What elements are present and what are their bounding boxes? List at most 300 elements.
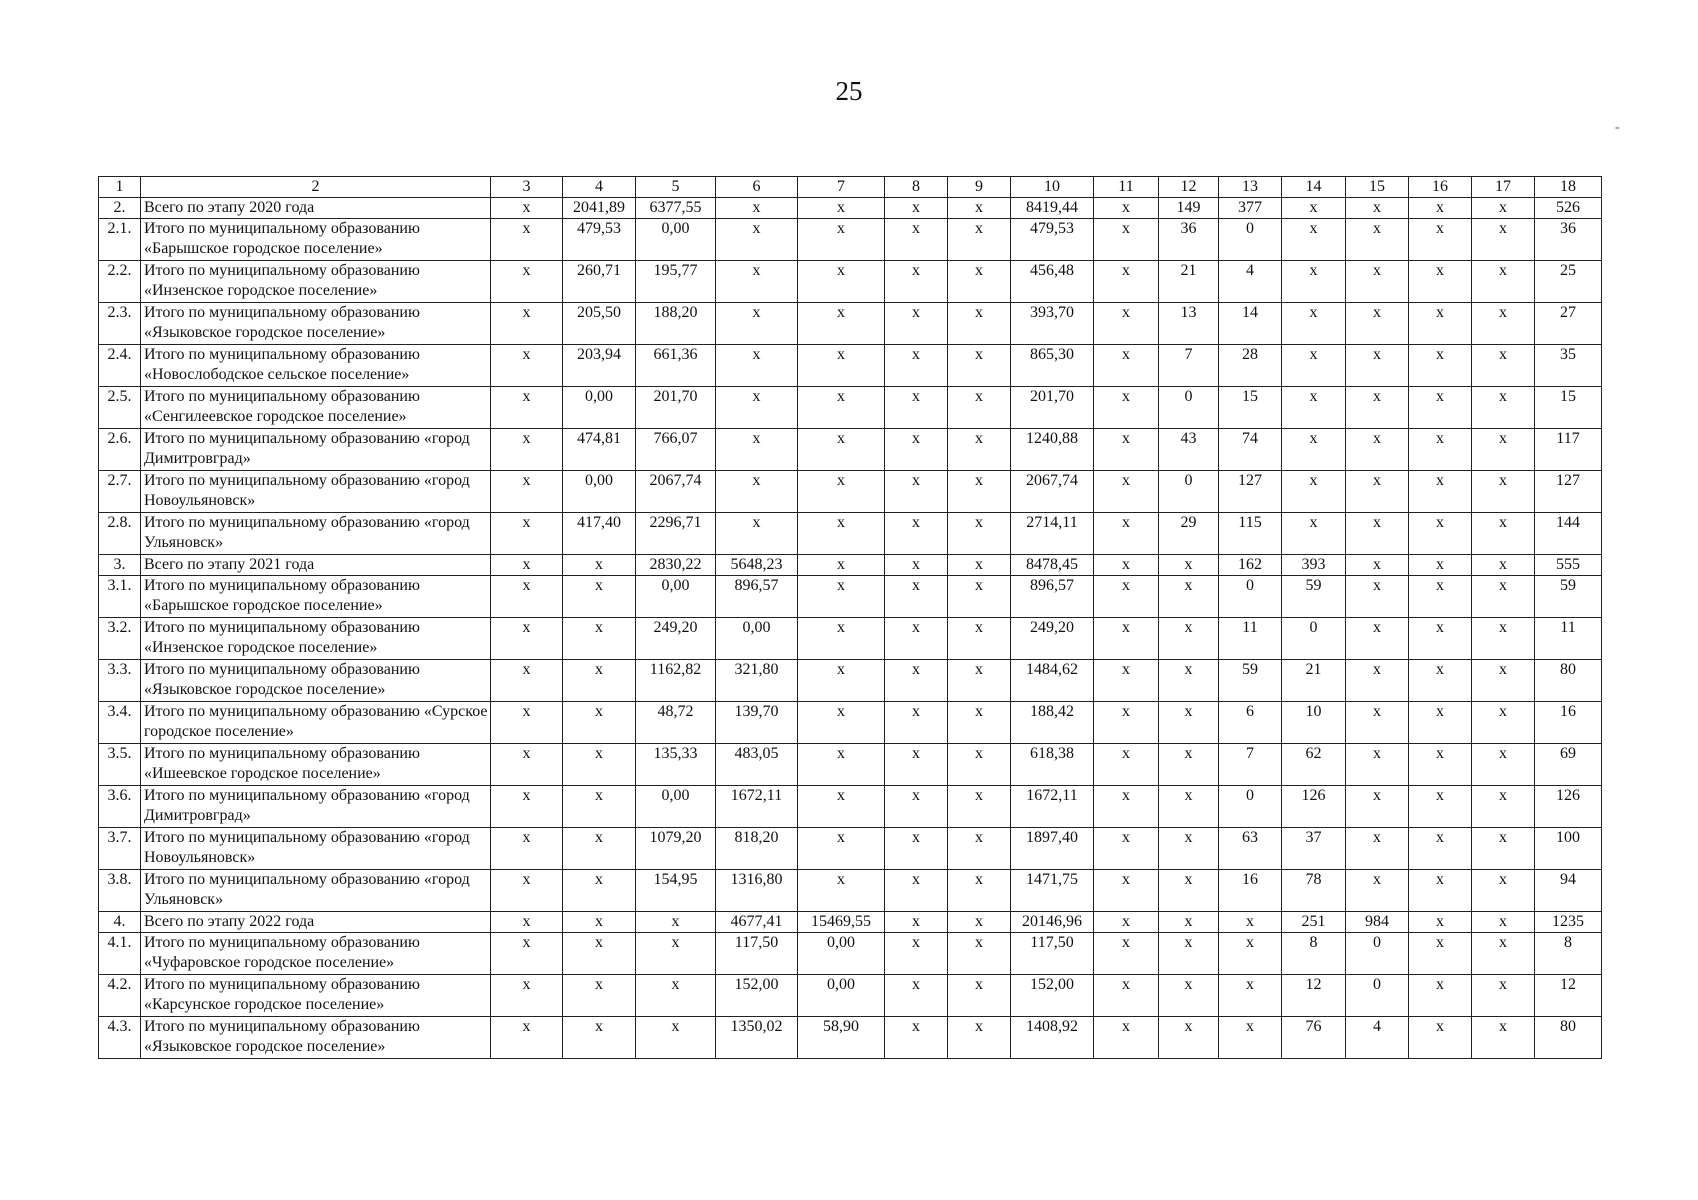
header-cell: 3 bbox=[491, 177, 563, 198]
row-number-cell: 3.4. bbox=[99, 702, 141, 744]
table-cell: 20146,96 bbox=[1011, 912, 1094, 933]
table-cell: 0 bbox=[1219, 219, 1282, 261]
table-cell: x bbox=[798, 303, 885, 345]
table-cell: x bbox=[636, 1017, 716, 1059]
table-cell: x bbox=[1409, 261, 1472, 303]
row-name-cell: Итого по муниципальному образованию «Карсунское городское поселение» bbox=[141, 975, 491, 1017]
table-cell: 0,00 bbox=[798, 933, 885, 975]
table-cell: x bbox=[1472, 975, 1535, 1017]
table-cell: x bbox=[1472, 513, 1535, 555]
table-cell: x bbox=[716, 303, 798, 345]
table-cell: x bbox=[491, 513, 563, 555]
table-cell: x bbox=[1346, 513, 1409, 555]
table-cell: 251 bbox=[1282, 912, 1346, 933]
table-cell: x bbox=[1219, 933, 1282, 975]
table-cell: x bbox=[1409, 387, 1472, 429]
table-cell: x bbox=[885, 870, 948, 912]
table-cell: x bbox=[1409, 198, 1472, 219]
table-cell: 526 bbox=[1535, 198, 1602, 219]
table-cell: x bbox=[563, 660, 636, 702]
table-cell: 69 bbox=[1535, 744, 1602, 786]
table-cell: x bbox=[1346, 198, 1409, 219]
row-name-cell: Итого по муниципальному образованию «Языковское городское поселение» bbox=[141, 303, 491, 345]
table-row bbox=[99, 744, 1602, 786]
table-cell: 0,00 bbox=[716, 618, 798, 660]
table-cell: 201,70 bbox=[636, 387, 716, 429]
table-cell: x bbox=[1472, 828, 1535, 870]
table-cell: x bbox=[885, 912, 948, 933]
table-cell: 1672,11 bbox=[716, 786, 798, 828]
table-cell: x bbox=[948, 513, 1011, 555]
table-cell: x bbox=[491, 471, 563, 513]
table-cell: x bbox=[716, 471, 798, 513]
table-cell: 417,40 bbox=[563, 513, 636, 555]
table-cell: x bbox=[491, 660, 563, 702]
table-cell: x bbox=[491, 1017, 563, 1059]
table-cell: x bbox=[563, 786, 636, 828]
table-cell: 0 bbox=[1219, 786, 1282, 828]
table-cell: x bbox=[885, 618, 948, 660]
table-cell: x bbox=[1472, 744, 1535, 786]
table-cell: x bbox=[1094, 429, 1159, 471]
table-cell: x bbox=[885, 933, 948, 975]
table-cell: x bbox=[491, 828, 563, 870]
row-name-cell: Всего по этапу 2022 года bbox=[141, 912, 491, 933]
table-row bbox=[99, 660, 1602, 702]
table-cell: 16 bbox=[1535, 702, 1602, 744]
table-cell: x bbox=[798, 555, 885, 576]
table-cell: x bbox=[1094, 912, 1159, 933]
table-cell: x bbox=[491, 555, 563, 576]
table-cell: 0 bbox=[1159, 471, 1219, 513]
table-cell: 1316,80 bbox=[716, 870, 798, 912]
table-cell: x bbox=[885, 198, 948, 219]
table-cell: x bbox=[716, 387, 798, 429]
table-cell: x bbox=[948, 786, 1011, 828]
table-cell: 984 bbox=[1346, 912, 1409, 933]
header-cell: 2 bbox=[141, 177, 491, 198]
table-cell: 149 bbox=[1159, 198, 1219, 219]
table-cell: 661,36 bbox=[636, 345, 716, 387]
table-cell: x bbox=[1472, 618, 1535, 660]
table-cell: 479,53 bbox=[1011, 219, 1094, 261]
row-number-cell: 2.1. bbox=[99, 219, 141, 261]
row-number-cell: 4.1. bbox=[99, 933, 141, 975]
header-cell: 8 bbox=[885, 177, 948, 198]
table-cell: 766,07 bbox=[636, 429, 716, 471]
table-cell: 818,20 bbox=[716, 828, 798, 870]
table-cell: x bbox=[948, 345, 1011, 387]
row-name-cell: Итого по муниципальному образованию «Сенгилеевское городское поселение» bbox=[141, 387, 491, 429]
table-cell: x bbox=[885, 576, 948, 618]
table-cell: x bbox=[1346, 429, 1409, 471]
table-cell: x bbox=[1472, 345, 1535, 387]
header-row bbox=[99, 177, 1602, 198]
table-cell: 21 bbox=[1159, 261, 1219, 303]
table-cell: x bbox=[948, 828, 1011, 870]
row-number-cell: 3. bbox=[99, 555, 141, 576]
table-cell: 0 bbox=[1219, 576, 1282, 618]
table-cell: 36 bbox=[1159, 219, 1219, 261]
table-cell: 25 bbox=[1535, 261, 1602, 303]
header-cell: 6 bbox=[716, 177, 798, 198]
table-cell: 393 bbox=[1282, 555, 1346, 576]
table-row bbox=[99, 576, 1602, 618]
table-cell: 36 bbox=[1535, 219, 1602, 261]
table-cell: 0,00 bbox=[798, 975, 885, 1017]
table-cell: x bbox=[563, 702, 636, 744]
table-cell: 618,38 bbox=[1011, 744, 1094, 786]
table-cell: 16 bbox=[1219, 870, 1282, 912]
table-cell: x bbox=[948, 261, 1011, 303]
table-cell: x bbox=[948, 618, 1011, 660]
table-cell: 94 bbox=[1535, 870, 1602, 912]
header-cell: 1 bbox=[99, 177, 141, 198]
table-cell: 8478,45 bbox=[1011, 555, 1094, 576]
table-cell: x bbox=[1346, 828, 1409, 870]
table-cell: x bbox=[1219, 1017, 1282, 1059]
table-cell: 0,00 bbox=[636, 219, 716, 261]
table-cell: x bbox=[1346, 345, 1409, 387]
table-cell: 59 bbox=[1282, 576, 1346, 618]
table-cell: x bbox=[948, 660, 1011, 702]
table-cell: 117,50 bbox=[1011, 933, 1094, 975]
table-cell: x bbox=[948, 198, 1011, 219]
table-cell: 11 bbox=[1219, 618, 1282, 660]
scan-mark: - bbox=[1615, 120, 1620, 135]
table-cell: 127 bbox=[1219, 471, 1282, 513]
table-cell: x bbox=[885, 555, 948, 576]
table-cell: 260,71 bbox=[563, 261, 636, 303]
table-cell: x bbox=[1409, 471, 1472, 513]
table-cell: 43 bbox=[1159, 429, 1219, 471]
header-cell: 7 bbox=[798, 177, 885, 198]
table-cell: x bbox=[1409, 975, 1472, 1017]
row-name-cell: Итого по муниципальному образованию «Ишеевское городское поселение» bbox=[141, 744, 491, 786]
table-cell: 62 bbox=[1282, 744, 1346, 786]
table-cell: 188,20 bbox=[636, 303, 716, 345]
table-row bbox=[99, 198, 1602, 219]
table-cell: 1408,92 bbox=[1011, 1017, 1094, 1059]
table-cell: x bbox=[948, 912, 1011, 933]
table-cell: x bbox=[1159, 786, 1219, 828]
table-cell: 154,95 bbox=[636, 870, 716, 912]
table-cell: 28 bbox=[1219, 345, 1282, 387]
header-cell: 9 bbox=[948, 177, 1011, 198]
table-cell: 6 bbox=[1219, 702, 1282, 744]
row-number-cell: 3.8. bbox=[99, 870, 141, 912]
row-number-cell: 2.5. bbox=[99, 387, 141, 429]
table-cell: 100 bbox=[1535, 828, 1602, 870]
table-row bbox=[99, 933, 1602, 975]
header-cell: 16 bbox=[1409, 177, 1472, 198]
table-cell: 2067,74 bbox=[1011, 471, 1094, 513]
row-number-cell: 2.8. bbox=[99, 513, 141, 555]
row-name-cell: Итого по муниципальному образованию «Инзенское городское поселение» bbox=[141, 261, 491, 303]
row-number-cell: 2.4. bbox=[99, 345, 141, 387]
table-cell: x bbox=[491, 387, 563, 429]
table-cell: x bbox=[1409, 576, 1472, 618]
table-cell: 1162,82 bbox=[636, 660, 716, 702]
table-cell: x bbox=[798, 828, 885, 870]
table-cell: x bbox=[563, 618, 636, 660]
table-cell: x bbox=[1409, 618, 1472, 660]
table-cell: x bbox=[798, 429, 885, 471]
table-row bbox=[99, 555, 1602, 576]
table-row bbox=[99, 1017, 1602, 1059]
table-cell: x bbox=[1282, 198, 1346, 219]
table-cell: x bbox=[798, 261, 885, 303]
table-cell: 37 bbox=[1282, 828, 1346, 870]
table-cell: x bbox=[1282, 303, 1346, 345]
table-cell: x bbox=[1409, 912, 1472, 933]
table-cell: 188,42 bbox=[1011, 702, 1094, 744]
table-cell: x bbox=[948, 555, 1011, 576]
table-cell: x bbox=[885, 828, 948, 870]
row-number-cell: 3.1. bbox=[99, 576, 141, 618]
table-cell: x bbox=[1409, 555, 1472, 576]
table-cell: x bbox=[491, 576, 563, 618]
table-cell: x bbox=[1094, 576, 1159, 618]
table-cell: 205,50 bbox=[563, 303, 636, 345]
table-cell: x bbox=[1219, 975, 1282, 1017]
table-cell: x bbox=[1472, 660, 1535, 702]
table-cell: x bbox=[885, 387, 948, 429]
table-cell: 479,53 bbox=[563, 219, 636, 261]
table-cell: x bbox=[1409, 870, 1472, 912]
table-cell: x bbox=[491, 219, 563, 261]
table-cell: x bbox=[798, 513, 885, 555]
table-cell: x bbox=[1472, 786, 1535, 828]
table-cell: 2041,89 bbox=[563, 198, 636, 219]
table-cell: x bbox=[1094, 261, 1159, 303]
table-row bbox=[99, 828, 1602, 870]
table-cell: x bbox=[798, 702, 885, 744]
header-cell: 15 bbox=[1346, 177, 1409, 198]
table-cell: x bbox=[885, 660, 948, 702]
row-number-cell: 3.2. bbox=[99, 618, 141, 660]
table-cell: x bbox=[1346, 744, 1409, 786]
table-cell: x bbox=[1094, 702, 1159, 744]
table-cell: 474,81 bbox=[563, 429, 636, 471]
table-cell: 63 bbox=[1219, 828, 1282, 870]
table-cell: x bbox=[1409, 702, 1472, 744]
table-row bbox=[99, 618, 1602, 660]
table-cell: 203,94 bbox=[563, 345, 636, 387]
table-cell: x bbox=[491, 744, 563, 786]
table-cell: x bbox=[948, 387, 1011, 429]
table-cell: 7 bbox=[1219, 744, 1282, 786]
table-cell: 11 bbox=[1535, 618, 1602, 660]
table-cell: x bbox=[1346, 702, 1409, 744]
table-cell: x bbox=[1282, 387, 1346, 429]
table-row bbox=[99, 912, 1602, 933]
table-cell: x bbox=[1159, 576, 1219, 618]
table-cell: x bbox=[1409, 1017, 1472, 1059]
table-cell: x bbox=[948, 1017, 1011, 1059]
table-cell: x bbox=[1094, 744, 1159, 786]
table-cell: x bbox=[1159, 1017, 1219, 1059]
table-cell: x bbox=[1472, 303, 1535, 345]
table-cell: 27 bbox=[1535, 303, 1602, 345]
table-cell: 35 bbox=[1535, 345, 1602, 387]
table-cell: 1240,88 bbox=[1011, 429, 1094, 471]
table-cell: 21 bbox=[1282, 660, 1346, 702]
row-name-cell: Итого по муниципальному образованию «Чуфаровское городское поселение» bbox=[141, 933, 491, 975]
row-name-cell: Всего по этапу 2021 года bbox=[141, 555, 491, 576]
table-cell: x bbox=[1282, 345, 1346, 387]
table-cell: x bbox=[1159, 912, 1219, 933]
table-cell: x bbox=[798, 786, 885, 828]
table-cell: 152,00 bbox=[716, 975, 798, 1017]
table-cell: x bbox=[948, 933, 1011, 975]
row-name-cell: Итого по муниципальному образованию «Новослободское сельское поселение» bbox=[141, 345, 491, 387]
table-row bbox=[99, 870, 1602, 912]
table-row bbox=[99, 429, 1602, 471]
table-cell: 13 bbox=[1159, 303, 1219, 345]
table-cell: x bbox=[1094, 303, 1159, 345]
table-cell: x bbox=[491, 933, 563, 975]
table-cell: x bbox=[636, 975, 716, 1017]
table-cell: x bbox=[1472, 471, 1535, 513]
table-cell: x bbox=[1409, 303, 1472, 345]
page-number: 25 bbox=[835, 76, 863, 106]
table-cell: x bbox=[1346, 303, 1409, 345]
table-cell: 15 bbox=[1219, 387, 1282, 429]
table-cell: 80 bbox=[1535, 1017, 1602, 1059]
table-cell: x bbox=[1409, 219, 1472, 261]
table-cell: 14 bbox=[1219, 303, 1282, 345]
table-cell: x bbox=[1159, 870, 1219, 912]
table-cell: 144 bbox=[1535, 513, 1602, 555]
table-cell: 59 bbox=[1219, 660, 1282, 702]
table-cell: 2714,11 bbox=[1011, 513, 1094, 555]
table-cell: x bbox=[1409, 933, 1472, 975]
table-cell: x bbox=[563, 828, 636, 870]
table-cell: 249,20 bbox=[636, 618, 716, 660]
table-cell: x bbox=[1346, 555, 1409, 576]
table-cell: x bbox=[1094, 387, 1159, 429]
table-cell: x bbox=[1094, 975, 1159, 1017]
header-cell: 11 bbox=[1094, 177, 1159, 198]
table-cell: 4 bbox=[1346, 1017, 1409, 1059]
table-cell: x bbox=[491, 429, 563, 471]
table-cell: 7 bbox=[1159, 345, 1219, 387]
table-cell: x bbox=[563, 912, 636, 933]
table-cell: 0 bbox=[1346, 933, 1409, 975]
table-cell: 76 bbox=[1282, 1017, 1346, 1059]
table-cell: x bbox=[1472, 933, 1535, 975]
table-cell: 1350,02 bbox=[716, 1017, 798, 1059]
table-cell: x bbox=[1159, 618, 1219, 660]
row-number-cell: 2. bbox=[99, 198, 141, 219]
row-name-cell: Итого по муниципальному образованию «город Димитровград» bbox=[141, 429, 491, 471]
table-cell: x bbox=[1094, 933, 1159, 975]
row-name-cell: Итого по муниципальному образованию «Барышское городское поселение» bbox=[141, 219, 491, 261]
table-cell: 2830,22 bbox=[636, 555, 716, 576]
table-cell: 4677,41 bbox=[716, 912, 798, 933]
table-cell: x bbox=[563, 555, 636, 576]
table-cell: x bbox=[1409, 744, 1472, 786]
table-cell: x bbox=[948, 303, 1011, 345]
header-cell: 18 bbox=[1535, 177, 1602, 198]
table-cell: x bbox=[1472, 555, 1535, 576]
table-cell: x bbox=[1472, 702, 1535, 744]
table-cell: 127 bbox=[1535, 471, 1602, 513]
table-cell: 0 bbox=[1282, 618, 1346, 660]
row-number-cell: 3.7. bbox=[99, 828, 141, 870]
table-cell: x bbox=[1409, 660, 1472, 702]
table-cell: x bbox=[491, 702, 563, 744]
table-cell: x bbox=[885, 261, 948, 303]
table-cell: x bbox=[1094, 345, 1159, 387]
row-number-cell: 2.6. bbox=[99, 429, 141, 471]
table-cell: x bbox=[563, 1017, 636, 1059]
table-cell: 5648,23 bbox=[716, 555, 798, 576]
table-cell: x bbox=[885, 471, 948, 513]
table-cell: x bbox=[798, 198, 885, 219]
table-cell: 74 bbox=[1219, 429, 1282, 471]
table-cell: 59 bbox=[1535, 576, 1602, 618]
table-cell: x bbox=[1409, 513, 1472, 555]
table-cell: 0 bbox=[1346, 975, 1409, 1017]
table-cell: x bbox=[1159, 933, 1219, 975]
table-cell: x bbox=[1346, 219, 1409, 261]
table-cell: x bbox=[1094, 513, 1159, 555]
table-cell: 249,20 bbox=[1011, 618, 1094, 660]
table-row bbox=[99, 702, 1602, 744]
table-cell: x bbox=[885, 513, 948, 555]
table-cell: 152,00 bbox=[1011, 975, 1094, 1017]
table-cell: x bbox=[1346, 576, 1409, 618]
table-cell: 1897,40 bbox=[1011, 828, 1094, 870]
table-cell: 80 bbox=[1535, 660, 1602, 702]
table-cell: x bbox=[1159, 975, 1219, 1017]
row-number-cell: 2.2. bbox=[99, 261, 141, 303]
table-cell: x bbox=[885, 219, 948, 261]
header-cell: 13 bbox=[1219, 177, 1282, 198]
table-cell: 0,00 bbox=[636, 576, 716, 618]
table-row bbox=[99, 303, 1602, 345]
table-cell: 12 bbox=[1535, 975, 1602, 1017]
table-cell: x bbox=[1159, 702, 1219, 744]
table-cell: x bbox=[563, 975, 636, 1017]
table-cell: 1079,20 bbox=[636, 828, 716, 870]
table-cell: x bbox=[948, 576, 1011, 618]
table-cell: x bbox=[1282, 219, 1346, 261]
table-cell: x bbox=[716, 261, 798, 303]
table-cell: 58,90 bbox=[798, 1017, 885, 1059]
table-cell: x bbox=[563, 870, 636, 912]
table-cell: 1471,75 bbox=[1011, 870, 1094, 912]
table-cell: x bbox=[798, 618, 885, 660]
table-cell: 10 bbox=[1282, 702, 1346, 744]
table-cell: x bbox=[948, 702, 1011, 744]
table-cell: 15 bbox=[1535, 387, 1602, 429]
table-cell: x bbox=[1472, 429, 1535, 471]
table-cell: x bbox=[716, 219, 798, 261]
header-cell: 10 bbox=[1011, 177, 1094, 198]
table-cell: x bbox=[1159, 828, 1219, 870]
table-cell: x bbox=[1346, 618, 1409, 660]
table-cell: 6377,55 bbox=[636, 198, 716, 219]
table-cell: 8 bbox=[1282, 933, 1346, 975]
table-cell: x bbox=[1094, 870, 1159, 912]
table-cell: 117,50 bbox=[716, 933, 798, 975]
table-cell: x bbox=[563, 933, 636, 975]
table-cell: x bbox=[1159, 744, 1219, 786]
row-name-cell: Итого по муниципальному образованию «Инзенское городское поселение» bbox=[141, 618, 491, 660]
